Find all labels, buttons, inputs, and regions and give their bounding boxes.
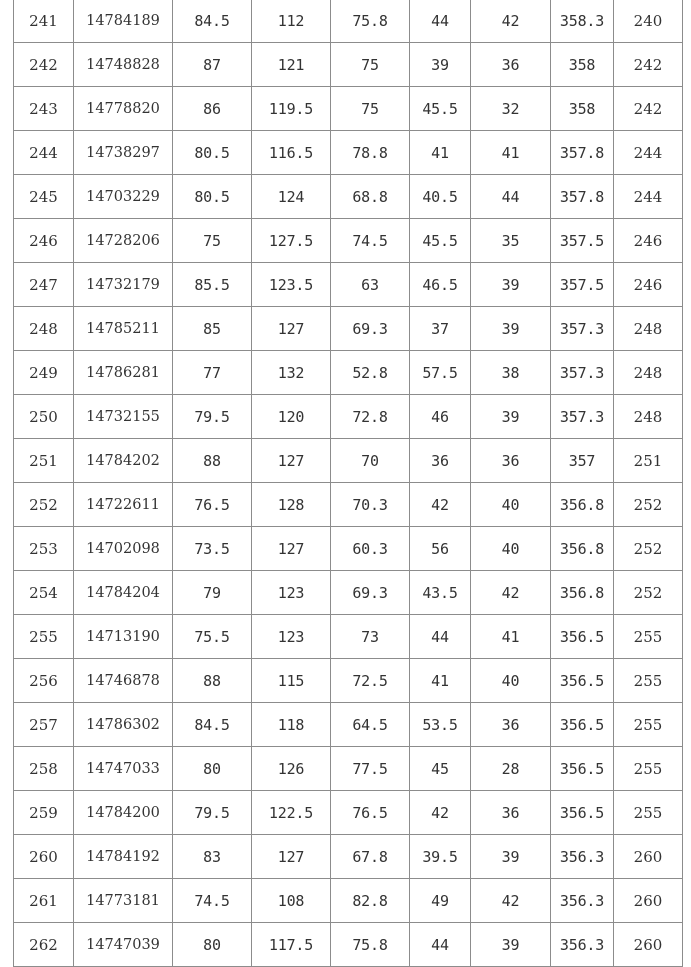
total-cell: 357.8 (551, 131, 614, 175)
score-cell-3: 75.8 (331, 0, 410, 43)
score-cell-5: 38 (471, 351, 551, 395)
rank-cell: 251 (14, 439, 74, 483)
id-cell: 14702098 (74, 527, 173, 571)
position-cell: 248 (614, 351, 683, 395)
score-cell-2: 127 (252, 439, 331, 483)
table-row (14, 439, 683, 483)
score-table (13, 0, 683, 967)
rank-cell: 246 (14, 219, 74, 263)
rank-cell: 241 (14, 0, 74, 43)
total-cell: 356.5 (551, 703, 614, 747)
rank-cell: 258 (14, 747, 74, 791)
score-cell-2: 119.5 (252, 87, 331, 131)
score-cell-5: 44 (471, 175, 551, 219)
id-cell: 14785211 (74, 307, 173, 351)
position-cell: 255 (614, 791, 683, 835)
total-cell: 357.3 (551, 351, 614, 395)
id-cell: 14738297 (74, 131, 173, 175)
position-cell: 242 (614, 43, 683, 87)
id-cell: 14773181 (74, 879, 173, 923)
rank-cell: 242 (14, 43, 74, 87)
score-cell-1: 79 (173, 571, 252, 615)
score-cell-5: 42 (471, 879, 551, 923)
score-cell-5: 41 (471, 615, 551, 659)
rank-cell: 247 (14, 263, 74, 307)
id-cell: 14747033 (74, 747, 173, 791)
score-cell-5: 40 (471, 527, 551, 571)
total-cell: 357.5 (551, 219, 614, 263)
score-cell-5: 32 (471, 87, 551, 131)
score-cell-5: 41 (471, 131, 551, 175)
score-cell-1: 86 (173, 87, 252, 131)
score-cell-3: 74.5 (331, 219, 410, 263)
score-cell-1: 87 (173, 43, 252, 87)
table-row (14, 307, 683, 351)
score-cell-3: 77.5 (331, 747, 410, 791)
id-cell: 14784189 (74, 0, 173, 43)
score-cell-3: 69.3 (331, 307, 410, 351)
score-cell-4: 39 (410, 43, 471, 87)
total-cell: 357.5 (551, 263, 614, 307)
score-cell-4: 57.5 (410, 351, 471, 395)
score-cell-4: 42 (410, 483, 471, 527)
score-cell-4: 44 (410, 923, 471, 967)
score-cell-5: 42 (471, 571, 551, 615)
position-cell: 255 (614, 615, 683, 659)
id-cell: 14784204 (74, 571, 173, 615)
rank-cell: 259 (14, 791, 74, 835)
score-cell-1: 73.5 (173, 527, 252, 571)
total-cell: 357.3 (551, 307, 614, 351)
score-cell-3: 76.5 (331, 791, 410, 835)
id-cell: 14732179 (74, 263, 173, 307)
score-cell-4: 37 (410, 307, 471, 351)
position-cell: 246 (614, 263, 683, 307)
id-cell: 14784200 (74, 791, 173, 835)
score-cell-1: 80 (173, 747, 252, 791)
position-cell: 251 (614, 439, 683, 483)
rank-cell: 256 (14, 659, 74, 703)
score-cell-3: 63 (331, 263, 410, 307)
score-cell-3: 73 (331, 615, 410, 659)
total-cell: 357 (551, 439, 614, 483)
table-row (14, 615, 683, 659)
score-cell-1: 79.5 (173, 791, 252, 835)
score-cell-5: 40 (471, 659, 551, 703)
score-cell-2: 115 (252, 659, 331, 703)
id-cell: 14784202 (74, 439, 173, 483)
position-cell: 248 (614, 307, 683, 351)
rank-cell: 243 (14, 87, 74, 131)
rank-cell: 254 (14, 571, 74, 615)
id-cell: 14722611 (74, 483, 173, 527)
total-cell: 356.5 (551, 791, 614, 835)
score-cell-4: 41 (410, 659, 471, 703)
table-row (14, 43, 683, 87)
position-cell: 255 (614, 703, 683, 747)
id-cell: 14746878 (74, 659, 173, 703)
table-row (14, 175, 683, 219)
score-cell-3: 82.8 (331, 879, 410, 923)
score-cell-4: 44 (410, 615, 471, 659)
score-cell-2: 118 (252, 703, 331, 747)
score-cell-3: 75.8 (331, 923, 410, 967)
score-cell-1: 85.5 (173, 263, 252, 307)
score-cell-5: 35 (471, 219, 551, 263)
total-cell: 358.3 (551, 0, 614, 43)
score-cell-1: 88 (173, 659, 252, 703)
score-cell-2: 117.5 (252, 923, 331, 967)
score-cell-1: 80.5 (173, 175, 252, 219)
score-cell-3: 69.3 (331, 571, 410, 615)
table-row (14, 923, 683, 967)
id-cell: 14786302 (74, 703, 173, 747)
score-cell-2: 132 (252, 351, 331, 395)
rank-cell: 250 (14, 395, 74, 439)
total-cell: 358 (551, 87, 614, 131)
score-cell-3: 75 (331, 87, 410, 131)
score-cell-3: 70.3 (331, 483, 410, 527)
score-cell-2: 123 (252, 615, 331, 659)
rank-cell: 257 (14, 703, 74, 747)
score-cell-4: 46 (410, 395, 471, 439)
position-cell: 260 (614, 879, 683, 923)
score-cell-2: 122.5 (252, 791, 331, 835)
score-cell-5: 39 (471, 835, 551, 879)
rank-cell: 252 (14, 483, 74, 527)
position-cell: 242 (614, 87, 683, 131)
score-cell-2: 123.5 (252, 263, 331, 307)
position-cell: 248 (614, 395, 683, 439)
table-row (14, 703, 683, 747)
table-row (14, 571, 683, 615)
score-cell-4: 56 (410, 527, 471, 571)
score-cell-4: 45.5 (410, 219, 471, 263)
total-cell: 356.3 (551, 879, 614, 923)
score-cell-1: 77 (173, 351, 252, 395)
rank-cell: 248 (14, 307, 74, 351)
score-cell-5: 39 (471, 307, 551, 351)
score-cell-5: 36 (471, 703, 551, 747)
score-cell-4: 53.5 (410, 703, 471, 747)
score-cell-3: 64.5 (331, 703, 410, 747)
id-cell: 14747039 (74, 923, 173, 967)
score-cell-1: 76.5 (173, 483, 252, 527)
rank-cell: 245 (14, 175, 74, 219)
score-cell-2: 127 (252, 307, 331, 351)
total-cell: 356.8 (551, 527, 614, 571)
id-cell: 14728206 (74, 219, 173, 263)
position-cell: 252 (614, 483, 683, 527)
total-cell: 356.3 (551, 835, 614, 879)
score-cell-1: 74.5 (173, 879, 252, 923)
position-cell: 260 (614, 835, 683, 879)
score-cell-4: 45.5 (410, 87, 471, 131)
score-cell-5: 42 (471, 0, 551, 43)
score-cell-2: 123 (252, 571, 331, 615)
total-cell: 356.3 (551, 923, 614, 967)
id-cell: 14778820 (74, 87, 173, 131)
total-cell: 357.3 (551, 395, 614, 439)
score-cell-3: 72.5 (331, 659, 410, 703)
table-row (14, 835, 683, 879)
score-cell-1: 79.5 (173, 395, 252, 439)
total-cell: 356.5 (551, 747, 614, 791)
table-row (14, 659, 683, 703)
table-row (14, 351, 683, 395)
score-cell-3: 72.8 (331, 395, 410, 439)
rank-cell: 260 (14, 835, 74, 879)
position-cell: 255 (614, 747, 683, 791)
score-cell-3: 68.8 (331, 175, 410, 219)
score-cell-3: 52.8 (331, 351, 410, 395)
table-body (14, 0, 683, 967)
score-cell-1: 88 (173, 439, 252, 483)
table-row (14, 263, 683, 307)
score-cell-5: 39 (471, 263, 551, 307)
score-cell-3: 67.8 (331, 835, 410, 879)
table-row (14, 527, 683, 571)
rank-cell: 261 (14, 879, 74, 923)
score-cell-2: 121 (252, 43, 331, 87)
score-cell-2: 127 (252, 527, 331, 571)
score-cell-2: 108 (252, 879, 331, 923)
position-cell: 244 (614, 175, 683, 219)
score-cell-5: 36 (471, 43, 551, 87)
total-cell: 357.8 (551, 175, 614, 219)
score-cell-4: 45 (410, 747, 471, 791)
score-cell-3: 60.3 (331, 527, 410, 571)
score-cell-2: 124 (252, 175, 331, 219)
id-cell: 14748828 (74, 43, 173, 87)
score-cell-2: 128 (252, 483, 331, 527)
position-cell: 244 (614, 131, 683, 175)
score-cell-4: 46.5 (410, 263, 471, 307)
rank-cell: 262 (14, 923, 74, 967)
position-cell: 252 (614, 571, 683, 615)
score-cell-4: 49 (410, 879, 471, 923)
score-cell-1: 84.5 (173, 0, 252, 43)
table-row (14, 483, 683, 527)
score-cell-3: 75 (331, 43, 410, 87)
score-cell-2: 120 (252, 395, 331, 439)
score-cell-1: 80.5 (173, 131, 252, 175)
score-cell-1: 85 (173, 307, 252, 351)
id-cell: 14703229 (74, 175, 173, 219)
total-cell: 358 (551, 43, 614, 87)
score-cell-5: 28 (471, 747, 551, 791)
rank-cell: 249 (14, 351, 74, 395)
score-cell-4: 43.5 (410, 571, 471, 615)
id-cell: 14786281 (74, 351, 173, 395)
score-cell-4: 36 (410, 439, 471, 483)
rank-cell: 253 (14, 527, 74, 571)
total-cell: 356.5 (551, 615, 614, 659)
score-cell-1: 75 (173, 219, 252, 263)
score-cell-2: 127.5 (252, 219, 331, 263)
score-cell-2: 116.5 (252, 131, 331, 175)
score-cell-3: 70 (331, 439, 410, 483)
position-cell: 260 (614, 923, 683, 967)
score-cell-5: 39 (471, 395, 551, 439)
score-cell-3: 78.8 (331, 131, 410, 175)
score-cell-2: 127 (252, 835, 331, 879)
total-cell: 356.8 (551, 483, 614, 527)
rank-cell: 244 (14, 131, 74, 175)
table-row (14, 219, 683, 263)
score-cell-5: 40 (471, 483, 551, 527)
score-cell-1: 83 (173, 835, 252, 879)
score-cell-4: 44 (410, 0, 471, 43)
position-cell: 240 (614, 0, 683, 43)
id-cell: 14732155 (74, 395, 173, 439)
table-row (14, 791, 683, 835)
position-cell: 255 (614, 659, 683, 703)
table-row (14, 87, 683, 131)
position-cell: 246 (614, 219, 683, 263)
score-cell-5: 36 (471, 791, 551, 835)
score-cell-4: 39.5 (410, 835, 471, 879)
id-cell: 14784192 (74, 835, 173, 879)
score-cell-2: 112 (252, 0, 331, 43)
score-cell-4: 42 (410, 791, 471, 835)
score-cell-5: 39 (471, 923, 551, 967)
table-row (14, 0, 683, 43)
table-row (14, 395, 683, 439)
score-cell-4: 41 (410, 131, 471, 175)
total-cell: 356.8 (551, 571, 614, 615)
table-row (14, 131, 683, 175)
score-cell-1: 84.5 (173, 703, 252, 747)
table-row (14, 747, 683, 791)
position-cell: 252 (614, 527, 683, 571)
id-cell: 14713190 (74, 615, 173, 659)
score-cell-4: 40.5 (410, 175, 471, 219)
score-cell-1: 75.5 (173, 615, 252, 659)
score-cell-1: 80 (173, 923, 252, 967)
score-cell-5: 36 (471, 439, 551, 483)
total-cell: 356.5 (551, 659, 614, 703)
rank-cell: 255 (14, 615, 74, 659)
table-row (14, 879, 683, 923)
score-cell-2: 126 (252, 747, 331, 791)
